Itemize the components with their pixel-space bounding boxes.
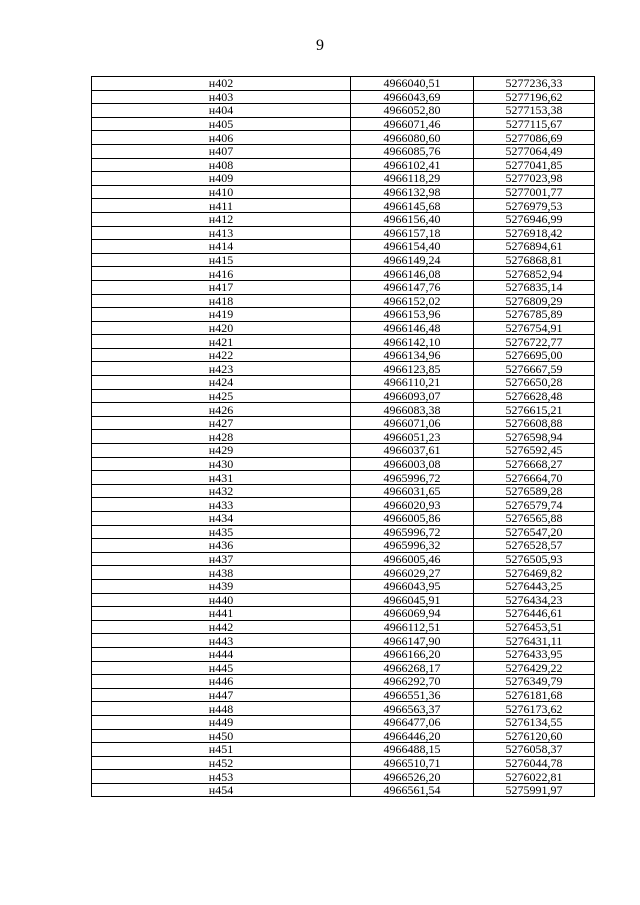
point-id-cell: н428 — [92, 430, 351, 444]
point-id-cell: н404 — [92, 104, 351, 118]
y-coordinate-cell: 5276547,20 — [474, 525, 595, 539]
y-coordinate-cell: 5276469,82 — [474, 566, 595, 580]
page-number: 9 — [316, 37, 324, 54]
table-row — [92, 117, 595, 131]
point-id-cell: н437 — [92, 552, 351, 566]
table-row — [92, 104, 595, 118]
x-coordinate-cell: 4966142,10 — [351, 335, 474, 349]
y-coordinate-cell: 5276615,21 — [474, 403, 595, 417]
x-coordinate-cell: 4966110,21 — [351, 376, 474, 390]
point-id-cell: н433 — [92, 498, 351, 512]
y-coordinate-cell: 5276058,37 — [474, 743, 595, 757]
point-id-cell: н448 — [92, 702, 351, 716]
x-coordinate-cell: 4966147,76 — [351, 280, 474, 294]
table-row — [92, 702, 595, 716]
x-coordinate-cell: 4965996,32 — [351, 539, 474, 553]
x-coordinate-cell: 4966526,20 — [351, 770, 474, 784]
y-coordinate-cell: 5276809,29 — [474, 294, 595, 308]
point-id-cell: н445 — [92, 661, 351, 675]
x-coordinate-cell: 4965996,72 — [351, 525, 474, 539]
y-coordinate-cell: 5276431,11 — [474, 634, 595, 648]
point-id-cell: н420 — [92, 321, 351, 335]
point-id-cell: н449 — [92, 715, 351, 729]
table-row — [92, 90, 595, 104]
point-id-cell: н444 — [92, 647, 351, 661]
y-coordinate-cell: 5276695,00 — [474, 348, 595, 362]
y-coordinate-cell: 5277023,98 — [474, 172, 595, 186]
x-coordinate-cell: 4966154,40 — [351, 240, 474, 254]
table-row — [92, 77, 595, 91]
table-row — [92, 444, 595, 458]
table-row — [92, 593, 595, 607]
y-coordinate-cell: 5276918,42 — [474, 226, 595, 240]
x-coordinate-cell: 4966051,23 — [351, 430, 474, 444]
x-coordinate-cell: 4966446,20 — [351, 729, 474, 743]
x-coordinate-cell: 4966102,41 — [351, 158, 474, 172]
x-coordinate-cell: 4966153,96 — [351, 308, 474, 322]
point-id-cell: н424 — [92, 376, 351, 390]
point-id-cell: н451 — [92, 743, 351, 757]
x-coordinate-cell: 4966268,17 — [351, 661, 474, 675]
y-coordinate-cell: 5276852,94 — [474, 267, 595, 281]
table-row — [92, 647, 595, 661]
table-row — [92, 729, 595, 743]
table-row — [92, 185, 595, 199]
table-row — [92, 457, 595, 471]
x-coordinate-cell: 4966145,68 — [351, 199, 474, 213]
x-coordinate-cell: 4966146,48 — [351, 321, 474, 335]
table-row — [92, 539, 595, 553]
y-coordinate-cell: 5277196,62 — [474, 90, 595, 104]
point-id-cell: н441 — [92, 607, 351, 621]
x-coordinate-cell: 4966561,54 — [351, 783, 474, 797]
table-row — [92, 498, 595, 512]
y-coordinate-cell: 5276565,88 — [474, 512, 595, 526]
x-coordinate-cell: 4966083,38 — [351, 403, 474, 417]
point-id-cell: н417 — [92, 280, 351, 294]
x-coordinate-cell: 4966005,86 — [351, 512, 474, 526]
y-coordinate-cell: 5277115,67 — [474, 117, 595, 131]
table-row — [92, 267, 595, 281]
y-coordinate-cell: 5277086,69 — [474, 131, 595, 145]
x-coordinate-cell: 4966040,51 — [351, 77, 474, 91]
y-coordinate-cell: 5276022,81 — [474, 770, 595, 784]
point-id-cell: н438 — [92, 566, 351, 580]
point-id-cell: н405 — [92, 117, 351, 131]
y-coordinate-cell: 5276979,53 — [474, 199, 595, 213]
x-coordinate-cell: 4966157,18 — [351, 226, 474, 240]
point-id-cell: н419 — [92, 308, 351, 322]
table-row — [92, 376, 595, 390]
point-id-cell: н421 — [92, 335, 351, 349]
table-row — [92, 579, 595, 593]
point-id-cell: н416 — [92, 267, 351, 281]
point-id-cell: н453 — [92, 770, 351, 784]
point-id-cell: н439 — [92, 579, 351, 593]
table-row — [92, 620, 595, 634]
point-id-cell: н406 — [92, 131, 351, 145]
table-row — [92, 743, 595, 757]
y-coordinate-cell: 5276894,61 — [474, 240, 595, 254]
table-row — [92, 321, 595, 335]
table-row — [92, 756, 595, 770]
table-row — [92, 389, 595, 403]
y-coordinate-cell: 5276181,68 — [474, 688, 595, 702]
table-row — [92, 199, 595, 213]
y-coordinate-cell: 5276592,45 — [474, 444, 595, 458]
x-coordinate-cell: 4966134,96 — [351, 348, 474, 362]
x-coordinate-cell: 4966037,61 — [351, 444, 474, 458]
point-id-cell: н432 — [92, 484, 351, 498]
y-coordinate-cell: 5276044,78 — [474, 756, 595, 770]
coordinates-table — [91, 76, 595, 797]
table-row — [92, 675, 595, 689]
x-coordinate-cell: 4966118,29 — [351, 172, 474, 186]
table-row — [92, 280, 595, 294]
point-id-cell: н434 — [92, 512, 351, 526]
y-coordinate-cell: 5276598,94 — [474, 430, 595, 444]
x-coordinate-cell: 4966123,85 — [351, 362, 474, 376]
point-id-cell: н407 — [92, 144, 351, 158]
y-coordinate-cell: 5276754,91 — [474, 321, 595, 335]
y-coordinate-cell: 5276505,93 — [474, 552, 595, 566]
table-row — [92, 348, 595, 362]
y-coordinate-cell: 5277236,33 — [474, 77, 595, 91]
table-row — [92, 403, 595, 417]
y-coordinate-cell: 5276433,95 — [474, 647, 595, 661]
table-row — [92, 471, 595, 485]
y-coordinate-cell: 5276667,59 — [474, 362, 595, 376]
point-id-cell: н427 — [92, 416, 351, 430]
coordinates-table-body — [92, 77, 595, 797]
y-coordinate-cell: 5276608,88 — [474, 416, 595, 430]
point-id-cell: н435 — [92, 525, 351, 539]
point-id-cell: н409 — [92, 172, 351, 186]
point-id-cell: н429 — [92, 444, 351, 458]
y-coordinate-cell: 5276650,28 — [474, 376, 595, 390]
y-coordinate-cell: 5276120,60 — [474, 729, 595, 743]
table-row — [92, 253, 595, 267]
table-row — [92, 172, 595, 186]
y-coordinate-cell: 5277041,85 — [474, 158, 595, 172]
table-row — [92, 240, 595, 254]
y-coordinate-cell: 5275991,97 — [474, 783, 595, 797]
y-coordinate-cell: 5276528,57 — [474, 539, 595, 553]
x-coordinate-cell: 4966563,37 — [351, 702, 474, 716]
y-coordinate-cell: 5276443,25 — [474, 579, 595, 593]
y-coordinate-cell: 5276946,99 — [474, 212, 595, 226]
table-row — [92, 335, 595, 349]
table-row — [92, 308, 595, 322]
point-id-cell: н423 — [92, 362, 351, 376]
point-id-cell: н414 — [92, 240, 351, 254]
table-row — [92, 226, 595, 240]
table-row — [92, 607, 595, 621]
x-coordinate-cell: 4966052,80 — [351, 104, 474, 118]
x-coordinate-cell: 4966029,27 — [351, 566, 474, 580]
x-coordinate-cell: 4966510,71 — [351, 756, 474, 770]
point-id-cell: н422 — [92, 348, 351, 362]
table-row — [92, 158, 595, 172]
point-id-cell: н430 — [92, 457, 351, 471]
y-coordinate-cell: 5276722,77 — [474, 335, 595, 349]
y-coordinate-cell: 5276785,89 — [474, 308, 595, 322]
x-coordinate-cell: 4966166,20 — [351, 647, 474, 661]
x-coordinate-cell: 4966149,24 — [351, 253, 474, 267]
table-row — [92, 362, 595, 376]
x-coordinate-cell: 4966292,70 — [351, 675, 474, 689]
table-row — [92, 430, 595, 444]
y-coordinate-cell: 5276868,81 — [474, 253, 595, 267]
table-row — [92, 552, 595, 566]
y-coordinate-cell: 5277001,77 — [474, 185, 595, 199]
x-coordinate-cell: 4966112,51 — [351, 620, 474, 634]
table-row — [92, 566, 595, 580]
point-id-cell: н403 — [92, 90, 351, 104]
y-coordinate-cell: 5276446,61 — [474, 607, 595, 621]
x-coordinate-cell: 4966071,46 — [351, 117, 474, 131]
y-coordinate-cell: 5276664,70 — [474, 471, 595, 485]
x-coordinate-cell: 4966003,08 — [351, 457, 474, 471]
x-coordinate-cell: 4966085,76 — [351, 144, 474, 158]
point-id-cell: н446 — [92, 675, 351, 689]
x-coordinate-cell: 4966069,94 — [351, 607, 474, 621]
x-coordinate-cell: 4966132,98 — [351, 185, 474, 199]
x-coordinate-cell: 4966551,36 — [351, 688, 474, 702]
point-id-cell: н442 — [92, 620, 351, 634]
point-id-cell: н425 — [92, 389, 351, 403]
x-coordinate-cell: 4966093,07 — [351, 389, 474, 403]
table-row — [92, 512, 595, 526]
x-coordinate-cell: 4966488,15 — [351, 743, 474, 757]
table-row — [92, 770, 595, 784]
table-row — [92, 688, 595, 702]
table-row — [92, 783, 595, 797]
point-id-cell: н431 — [92, 471, 351, 485]
table-row — [92, 131, 595, 145]
point-id-cell: н440 — [92, 593, 351, 607]
x-coordinate-cell: 4966045,91 — [351, 593, 474, 607]
point-id-cell: н447 — [92, 688, 351, 702]
y-coordinate-cell: 5276173,62 — [474, 702, 595, 716]
y-coordinate-cell: 5276453,51 — [474, 620, 595, 634]
table-row — [92, 661, 595, 675]
y-coordinate-cell: 5277153,38 — [474, 104, 595, 118]
y-coordinate-cell: 5276134,55 — [474, 715, 595, 729]
x-coordinate-cell: 4966080,60 — [351, 131, 474, 145]
point-id-cell: н410 — [92, 185, 351, 199]
x-coordinate-cell: 4966043,69 — [351, 90, 474, 104]
table-row — [92, 294, 595, 308]
table-row — [92, 525, 595, 539]
point-id-cell: н450 — [92, 729, 351, 743]
table-row — [92, 144, 595, 158]
y-coordinate-cell: 5276835,14 — [474, 280, 595, 294]
x-coordinate-cell: 4966147,90 — [351, 634, 474, 648]
x-coordinate-cell: 4966020,93 — [351, 498, 474, 512]
x-coordinate-cell: 4966477,06 — [351, 715, 474, 729]
x-coordinate-cell: 4966031,65 — [351, 484, 474, 498]
x-coordinate-cell: 4966005,46 — [351, 552, 474, 566]
x-coordinate-cell: 4965996,72 — [351, 471, 474, 485]
table-row — [92, 715, 595, 729]
point-id-cell: н411 — [92, 199, 351, 213]
x-coordinate-cell: 4966152,02 — [351, 294, 474, 308]
x-coordinate-cell: 4966071,06 — [351, 416, 474, 430]
point-id-cell: н402 — [92, 77, 351, 91]
point-id-cell: н415 — [92, 253, 351, 267]
x-coordinate-cell: 4966156,40 — [351, 212, 474, 226]
table-row — [92, 416, 595, 430]
point-id-cell: н452 — [92, 756, 351, 770]
point-id-cell: н454 — [92, 783, 351, 797]
point-id-cell: н418 — [92, 294, 351, 308]
y-coordinate-cell: 5276349,79 — [474, 675, 595, 689]
point-id-cell: н426 — [92, 403, 351, 417]
point-id-cell: н436 — [92, 539, 351, 553]
x-coordinate-cell: 4966146,08 — [351, 267, 474, 281]
y-coordinate-cell: 5276628,48 — [474, 389, 595, 403]
point-id-cell: н408 — [92, 158, 351, 172]
table-row — [92, 634, 595, 648]
y-coordinate-cell: 5277064,49 — [474, 144, 595, 158]
y-coordinate-cell: 5276579,74 — [474, 498, 595, 512]
table-row — [92, 212, 595, 226]
y-coordinate-cell: 5276589,28 — [474, 484, 595, 498]
y-coordinate-cell: 5276434,23 — [474, 593, 595, 607]
table-row — [92, 484, 595, 498]
point-id-cell: н413 — [92, 226, 351, 240]
x-coordinate-cell: 4966043,95 — [351, 579, 474, 593]
y-coordinate-cell: 5276668,27 — [474, 457, 595, 471]
y-coordinate-cell: 5276429,22 — [474, 661, 595, 675]
point-id-cell: н443 — [92, 634, 351, 648]
point-id-cell: н412 — [92, 212, 351, 226]
